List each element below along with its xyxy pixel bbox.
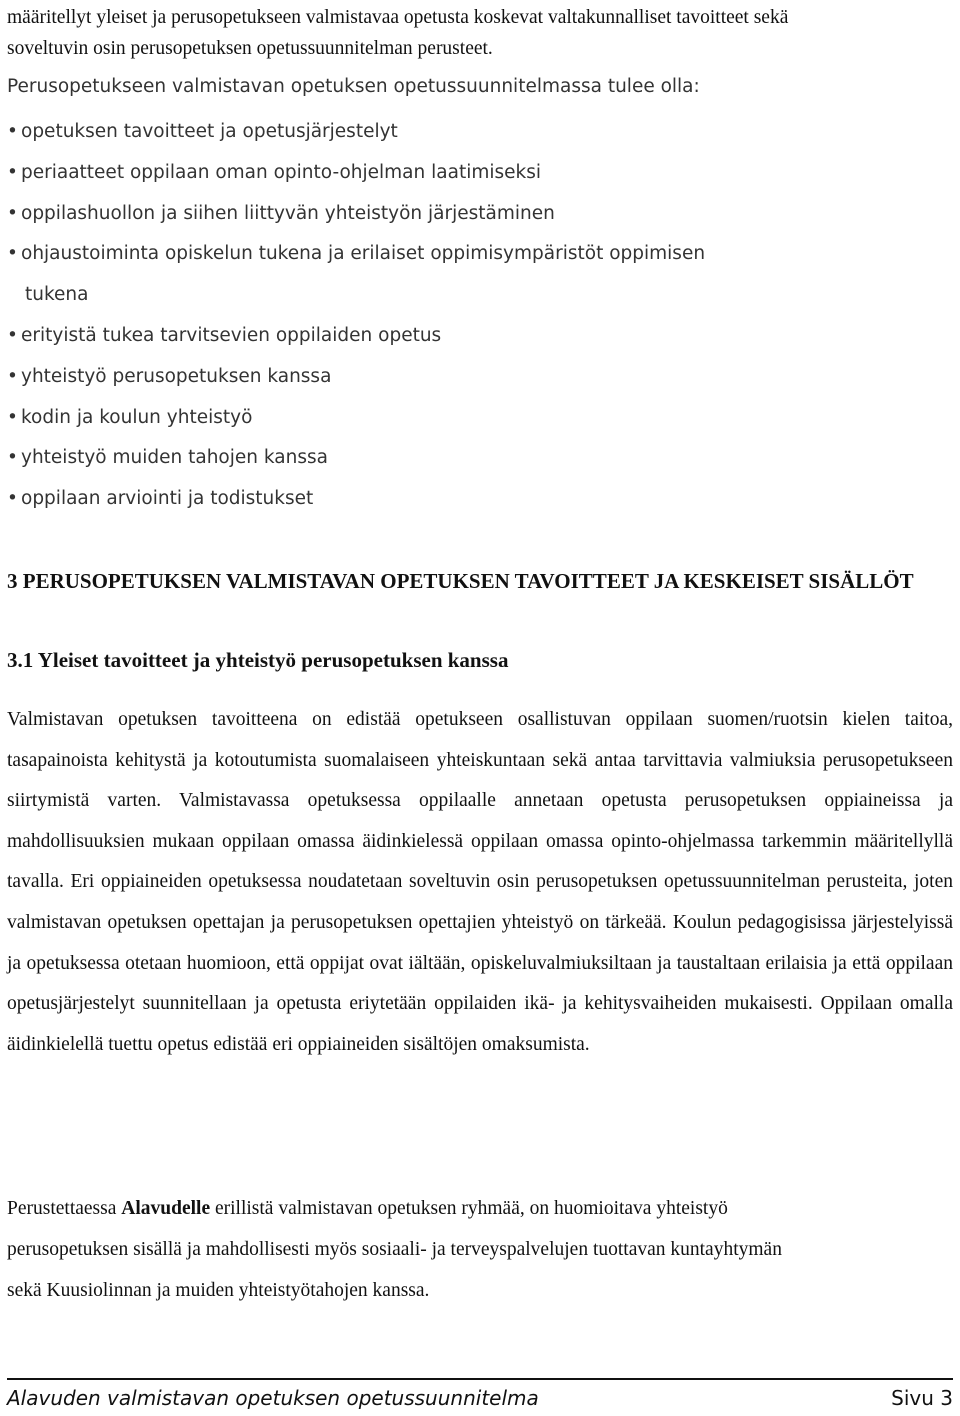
list-item: • periaatteet oppilaan oman opinto-ohjelman laatimiseksi (7, 158, 705, 199)
list-item: • ohjaustoiminta opiskelun tukena ja erilaiset oppimisympäristöt oppimisen (7, 239, 705, 280)
page-number: Sivu 3 (891, 1386, 953, 1410)
list-item: • yhteistyö muiden tahojen kanssa (7, 443, 705, 484)
bullet-icon: • (7, 365, 18, 387)
bullet-icon: • (7, 324, 18, 346)
body-paragraph-alavus: Perustettaessa Alavudelle erillistä valmistavan opetuksen ryhmää, on huomioitava yhteistyö perusopetuksen sisällä ja mahdollisesti myös sosiaali- ja terveyspalvelujen tuottavan kuntayhtymän sekä Kuusiolinnan ja muiden yhteistyötahojen kanssa. (7, 1198, 782, 1301)
list-item: • oppilaan arviointi ja todistukset (7, 484, 705, 525)
body-paragraph: Valmistavan opetuksen tavoitteena on edistää opetukseen osallistuvan oppilaan suomen/ruotsin kielen taitoa, tasapainoista kehitystä ja kotoutumista suomalaiseen yhteiskuntaan sekä antaa tarvittavia valmiuksia perusopetukseen siirtymistä varten. Valmistavassa opetuksessa oppilaalle annetaan opetusta perusopetuksen oppiaineissa ja mahdollisuuksien mukaan oppilaan omassa äidinkielessä oppilaan omassa opinto-ohjelmassa tarkemmin määritellyllä tavalla. Eri oppiaineiden opetuksessa noudatetaan soveltuvin osin perusopetuksen opetussuunnitelman perusteita, joten valmistavan opetuksen opettajan ja perusopetuksen opettajien yhteistyö on tärkeää. Koulun pedagogisissa järjestelyissä ja opetuksessa otetaan huomioon, että oppijat ovat iältään, opiskeluvalmiuksiltaan ja taustaltaan erilaisia ja että oppilaan opetusjärjestelyt suunnitellaan ja opetusta eriytetään oppilaiden ikä- ja kehitysvaiheiden mukaisesti. Oppilaan omalla äidinkielellä tuettu opetus edistää eri oppiaineiden sisältöjen omaksumista. (7, 709, 953, 1055)
list-item: • opetuksen tavoitteet ja opetusjärjestelyt (7, 117, 705, 158)
intro-line: soveltuvin osin perusopetuksen opetussuunnitelman perusteet. (7, 38, 493, 59)
bullet-icon: • (7, 447, 18, 469)
bullet-icon: • (7, 406, 18, 428)
bullet-icon: • (7, 488, 18, 510)
intro-paragraph (7, 2, 953, 64)
footer-divider (7, 1378, 953, 1380)
list-item: • yhteistyö perusopetuksen kanssa (7, 362, 705, 403)
subsection-heading: 3.1 Yleiset tavoitteet ja yhteistyö perusopetuksen kanssa (7, 648, 509, 672)
section-heading: 3 PERUSOPETUKSEN VALMISTAVAN OPETUKSEN TAVOITTEET JA KESKEISET SISÄLLÖT (7, 569, 914, 593)
bullet-icon: • (7, 202, 18, 224)
place-name: Alavudelle (121, 1198, 211, 1219)
bullet-icon: • (7, 161, 18, 183)
list-intro: Perusopetukseen valmistavan opetuksen opetussuunnitelmassa tulee olla: (7, 76, 700, 97)
list-item: • oppilashuollon ja siihen liittyvän yhteistyön järjestäminen (7, 199, 705, 240)
requirements-list (7, 117, 705, 525)
list-item: • erityistä tukea tarvitsevien oppilaiden opetus (7, 321, 705, 362)
bullet-icon: • (7, 243, 18, 265)
list-item: • kodin ja koulun yhteistyö (7, 403, 705, 444)
intro-line: määritellyt yleiset ja perusopetukseen valmistavaa opetusta koskevat valtakunnalliset tavoitteet sekä (7, 7, 789, 28)
list-item-continuation: tukena (25, 284, 89, 306)
footer-document-title: Alavuden valmistavan opetuksen opetussuunnitelma (7, 1386, 539, 1410)
bullet-icon: • (7, 121, 18, 142)
